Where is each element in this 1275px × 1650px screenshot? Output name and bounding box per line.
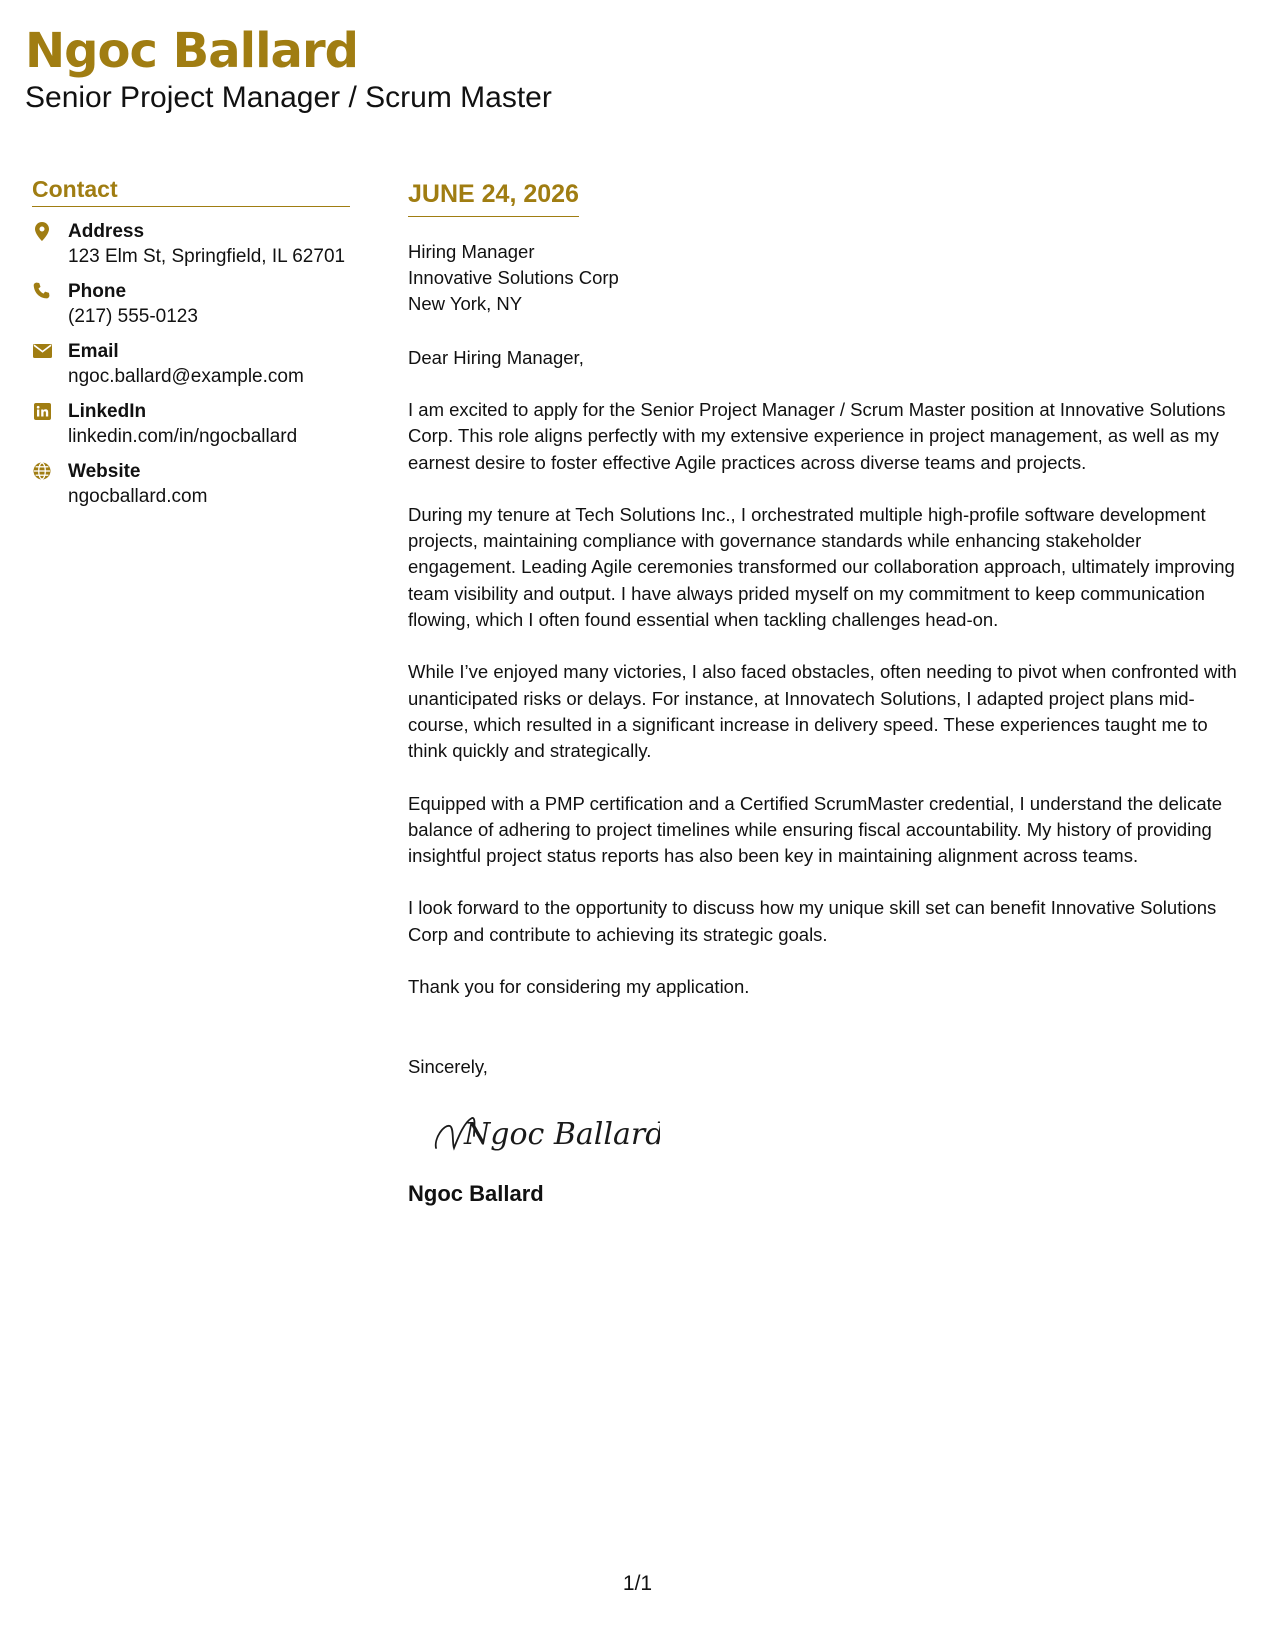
recipient-line: Innovative Solutions Corp [408,267,619,288]
contact-item-phone [32,279,350,329]
contact-label-phone: Phone [68,281,127,302]
contact-heading: Contact [32,174,350,207]
contact-value-linkedin: linkedin.com/in/ngocballard [68,426,298,447]
contact-item-linkedin [32,399,350,449]
contact-item-address [32,219,350,269]
map-pin-icon [32,221,52,241]
contact-value-address: 123 Elm St, Springfield, IL 62701 [68,246,346,267]
recipient-block [408,239,1248,317]
letter-date: JUNE 24, 2026 [408,178,579,217]
contact-item-website [32,459,350,509]
body-paragraph: I look forward to the opportunity to discuss how my unique skill set can benefit Innovative Solutions Corp and contribute to achieving its strategic goals. [408,897,1217,945]
signature-text: Ngoc Ballard [464,1117,660,1153]
letter-header [25,22,552,116]
contact-label-website: Website [68,461,141,482]
page-number: 1/1 [622,1572,653,1595]
contact-value-email: ngoc.ballard@example.com [68,366,304,387]
contact-sidebar [32,174,350,519]
body-paragraph: During my tenure at Tech Solutions Inc., I orchestrated multiple high-profile software development projects, maintaining compliance with governance standards while enhancing stakeholder engagement. Leading Agile ceremonies transformed our collaboration approach, ultimately improving team visibility and output. I have always prided myself on my commitment to keep communication flowing, which I often found essential when tackling challenges head-on. [408,503,1235,631]
contact-value-phone: (217) 555-0123 [68,306,198,327]
body-paragraph: Equipped with a PMP certification and a Certified ScrumMaster credential, I understand the delicate balance of adhering to project timelines while ensuring fiscal accountability. My history of providing insightful project status reports has also been key in maintaining alignment across teams. [408,792,1223,867]
signer-name: Ngoc Ballard [408,1181,544,1207]
body-paragraph: Thank you for considering my application. [408,976,750,998]
body-paragraph: While I’ve enjoyed many victories, I also faced obstacles, often needing to pivot when confronted with unanticipated risks or delays. For instance, at Innovatech Solutions, I adapted project plans mid-course, which resulted in a significant increase in delivery speed. These experiences taught me to think quickly and strategically. [408,661,1237,762]
recipient-line: New York, NY [408,293,523,314]
globe-icon [32,461,52,481]
applicant-title: Senior Project Manager / Scrum Master [25,81,552,114]
salutation: Dear Hiring Manager, [408,347,584,368]
contact-value-website: ngocballard.com [68,486,208,507]
contact-item-email [32,339,350,389]
phone-icon [32,281,52,301]
handwritten-signature [430,1108,660,1158]
envelope-icon [32,341,52,361]
contact-label-linkedin: LinkedIn [68,401,147,422]
contact-label-email: Email [68,341,119,362]
contact-label-address: Address [68,221,145,242]
closing: Sincerely, [408,1056,488,1078]
body-paragraph: I am excited to apply for the Senior Project Manager / Scrum Master position at Innovative Solutions Corp. This role aligns perfectly with my extensive experience in project management, as well as my earnest desire to foster effective Agile practices across diverse teams and projects. [408,399,1226,473]
recipient-line: Hiring Manager [408,241,535,262]
applicant-name: Ngoc Ballard [25,23,358,79]
linkedin-icon [32,401,52,421]
letter-body [408,178,1248,1208]
